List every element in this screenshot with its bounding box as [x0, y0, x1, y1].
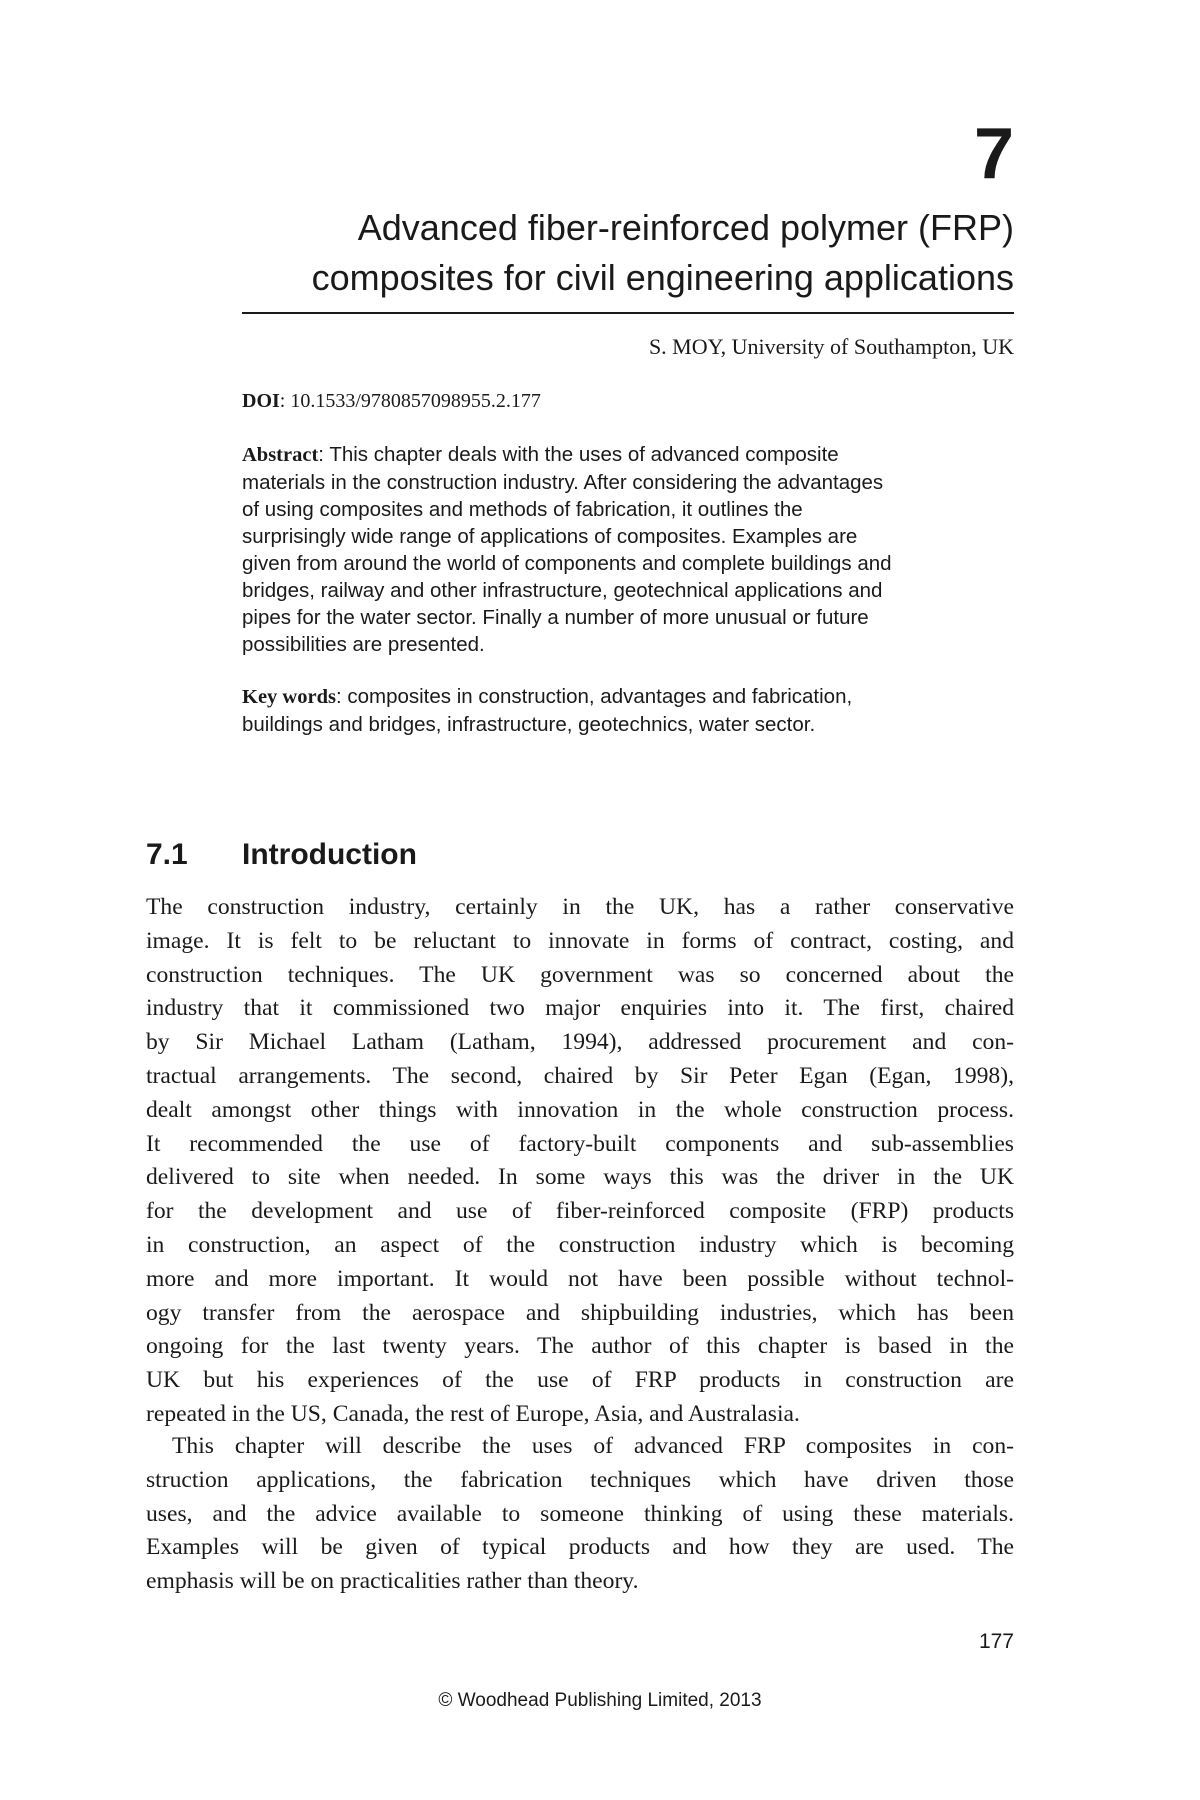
- doi-value: : 10.1533/9780857098955.2.177: [279, 390, 541, 412]
- paragraph-line: construction techniques. The UK government was so concerned about the: [146, 961, 1014, 988]
- abstract: [242, 441, 1014, 658]
- title-rule: [242, 312, 1014, 314]
- paragraph-line: It recommended the use of factory-built components and sub-assemblies: [146, 1130, 1014, 1157]
- copyright-notice: © Woodhead Publishing Limited, 2013: [438, 1690, 762, 1711]
- chapter-title-line: Advanced fiber-reinforced polymer (FRP): [357, 207, 1014, 248]
- author-affiliation: S. MOY, University of Southampton, UK: [648, 334, 1014, 359]
- abstract-line: given from around the world of components and complete buildings and: [242, 552, 892, 575]
- paragraph-line: image. It is felt to be reluctant to innovate in forms of contract, costing, and: [146, 927, 1014, 954]
- body-paragraph: [146, 1430, 1014, 1599]
- paragraph-line: repeated in the US, Canada, the rest of Europe, Asia, and Australasia.: [146, 1400, 800, 1427]
- abstract-line: possibilities are presented.: [242, 633, 485, 656]
- paragraph-line: tractual arrangements. The second, chaired by Sir Peter Egan (Egan, 1998),: [146, 1062, 1014, 1089]
- abstract-line: of using composites and methods of fabrication, it outlines the: [242, 498, 803, 521]
- chapter-title: [214, 203, 1014, 303]
- paragraph-line: uses, and the advice available to someone thinking of using these materials.: [146, 1500, 1014, 1527]
- section-heading: [146, 835, 417, 875]
- section-title: Introduction: [242, 838, 417, 871]
- paragraph-line: in construction, an aspect of the construction industry which is becoming: [146, 1231, 1014, 1258]
- abstract-text: : This chapter deals with the uses of advanced composite: [318, 443, 839, 466]
- paragraph-line: Examples will be given of typical products and how they are used. The: [146, 1534, 1014, 1561]
- abstract-line: [242, 441, 1014, 469]
- keywords-text: : composites in construction, advantages and fabrication,: [335, 685, 853, 708]
- keywords: [242, 683, 1014, 738]
- paragraph-line: ogy transfer from the aerospace and shipbuilding industries, which has been: [146, 1299, 1014, 1326]
- abstract-line: materials in the construction industry. After considering the advantages: [242, 471, 884, 494]
- paragraph-line: more and more important. It would not have been possible without technol-: [146, 1265, 1014, 1292]
- chapter-number: 7: [973, 114, 1014, 194]
- paragraph-line: The construction industry, certainly in the UK, has a rather conservative: [146, 894, 1014, 920]
- section-number: 7.1: [146, 838, 188, 871]
- paragraph-line: for the development and use of fiber-reinforced composite (FRP) products: [146, 1198, 1014, 1225]
- doi: [242, 390, 541, 413]
- paragraph-line: UK but his experiences of the use of FRP products in construction are: [146, 1367, 1014, 1394]
- paragraph-line: delivered to site when needed. In some ways this was the driver in the UK: [146, 1164, 1014, 1191]
- abstract-line: surprisingly wide range of applications of composites. Examples are: [242, 525, 858, 548]
- chapter-title-line: composites for civil engineering applications: [311, 257, 1014, 298]
- keywords-line: [242, 683, 1014, 711]
- paragraph-line: dealt amongst other things with innovation in the whole construction process.: [146, 1096, 1014, 1123]
- doi-label: DOI: [242, 390, 280, 412]
- paragraph-line: struction applications, the fabrication techniques which have driven those: [146, 1466, 1014, 1493]
- paragraph-line: This chapter will describe the uses of advanced FRP composites in con-: [172, 1433, 1014, 1459]
- abstract-label: Abstract: [242, 444, 319, 466]
- keywords-line: buildings and bridges, infrastructure, geotechnics, water sector.: [242, 713, 816, 736]
- paragraph-line: industry that it commissioned two major enquiries into it. The first, chaired: [146, 995, 1014, 1022]
- paragraph-line: emphasis will be on practicalities rather than theory.: [146, 1568, 639, 1595]
- paragraph-line: by Sir Michael Latham (Latham, 1994), addressed procurement and con-: [146, 1029, 1014, 1056]
- page-number: 177: [978, 1630, 1014, 1653]
- abstract-line: bridges, railway and other infrastructure, geotechnical applications and: [242, 579, 883, 602]
- keywords-label: Key words: [242, 686, 336, 708]
- body-paragraph: [146, 891, 1014, 1432]
- abstract-line: pipes for the water sector. Finally a number of more unusual or future: [242, 606, 869, 629]
- paragraph-line: ongoing for the last twenty years. The author of this chapter is based in the: [146, 1333, 1014, 1360]
